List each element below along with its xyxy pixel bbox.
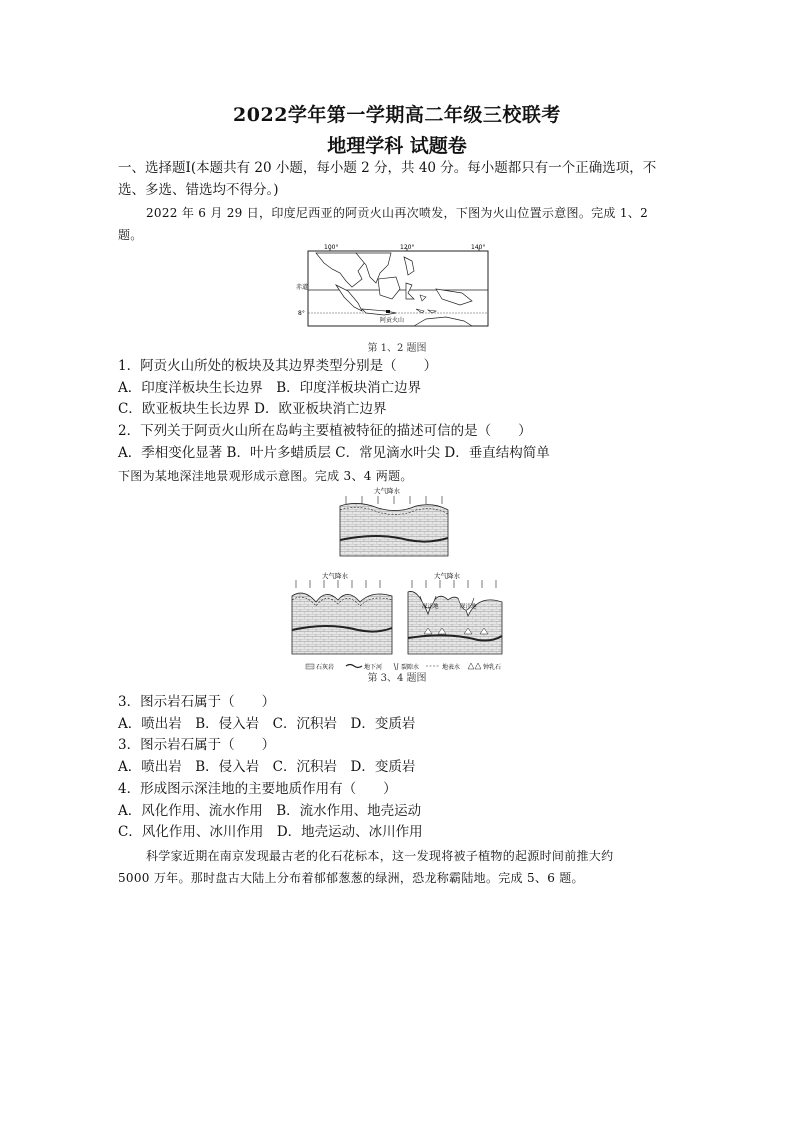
exam-title: 2022学年第一学期高二年级三校联考 — [233, 104, 561, 126]
deep-label-b: 深洼地 — [460, 604, 477, 610]
volcano-marker — [386, 310, 390, 313]
right-rain-arrows — [412, 580, 496, 588]
q1-options-line2: C．欧亚板块生长边界 D．欧亚板块消亡边界 — [118, 401, 387, 417]
top-rain-arrows — [346, 496, 442, 504]
exam-subtitle: 地理学科 试题卷 — [327, 135, 467, 157]
section-heading-line1: 一、选择题Ⅰ(本题共有 20 小题，每小题 2 分，共 40 分。每小题都只有一个正确选项，不 — [118, 160, 657, 176]
q2-options: A．季相变化显著 B．叶片多蜡质层 C．常见滴水叶尖 D．垂直结构简单 — [118, 445, 550, 461]
q4-options-line1: A．风化作用、流水作用 B．流水作用、地壳运动 — [118, 803, 422, 819]
legend-underground-river: 地下河 — [364, 664, 383, 671]
section-heading-line2: 选、多选、错选均不得分。) — [118, 182, 279, 198]
volcano-label: 阿贡火山 — [380, 317, 405, 324]
left-rain-arrows — [296, 580, 380, 588]
legend-surface-water: 地表水 — [442, 664, 461, 671]
lon-label-100: 100° — [324, 244, 339, 251]
passage3-line2: 5000 万年。那时盘古大陆上分布着郁郁葱葱的绿洲，恐龙称霸陆地。完成 5、6 题。 — [118, 871, 584, 885]
passage1-line1: 2022 年 6 月 29 日，印度尼西亚的阿贡火山再次喷发，下图为火山位置示意图。完成 1、2 — [146, 206, 649, 220]
depression-formation-diagram — [288, 484, 508, 680]
figure2-caption: 第 3、4 题图 — [367, 673, 427, 684]
q2-stem: 2．下列关于阿贡火山所在岛屿主要植被特征的描述可信的是（ ） — [118, 423, 532, 439]
legend-limestone: 石灰岩 — [316, 664, 335, 671]
q3b-stem: 3．图示岩石属于（ ） — [118, 737, 276, 753]
q4-options-line2: C．风化作用、冰川作用 D．地壳运动、冰川作用 — [118, 824, 423, 840]
q3a-stem: 3．图示岩石属于（ ） — [118, 694, 276, 710]
legend-fissure-water: 裂隙水 — [401, 664, 420, 671]
passage1-line2: 题。 — [118, 228, 143, 242]
q3a-options: A．喷出岩 B．侵入岩 C．沉积岩 D．变质岩 — [118, 716, 416, 732]
left-panel-rock — [292, 593, 392, 654]
q4-stem: 4．形成图示深洼地的主要地质作用有（ ） — [118, 781, 397, 797]
q3b-options: A．喷出岩 B．侵入岩 C．沉积岩 D．变质岩 — [118, 759, 416, 775]
top-panel-rock — [340, 503, 448, 556]
lon-label-120: 120° — [400, 244, 415, 251]
q1-options-line1: A．印度洋板块生长边界 B．印度洋板块消亡边界 — [118, 380, 422, 396]
legend-stalactite: 钟乳石 — [483, 664, 502, 671]
top-rain-label: 大气降水 — [374, 487, 400, 495]
volcano-location-map — [296, 243, 496, 335]
deep-label-a: 深洼地 — [422, 604, 439, 610]
q1-stem: 1．阿贡火山所处的板块及其边界类型分别是（ ） — [118, 358, 438, 374]
map-caption: 第 1、2 题图 — [367, 343, 427, 354]
left-rain-label: 大气降水 — [322, 572, 348, 580]
passage3-line1: 科学家近期在南京发现最古老的化石花标本，这一发现将被子植物的起源时间前推大约 — [146, 849, 614, 863]
equator-label: 赤道 — [296, 284, 309, 291]
lat-label: 8° — [298, 310, 305, 317]
passage2-line1: 下图为某地深洼地景观形成示意图。完成 3、4 两题。 — [118, 469, 413, 483]
lon-label-140: 140° — [471, 244, 486, 251]
right-rain-label: 大气降水 — [434, 572, 460, 580]
